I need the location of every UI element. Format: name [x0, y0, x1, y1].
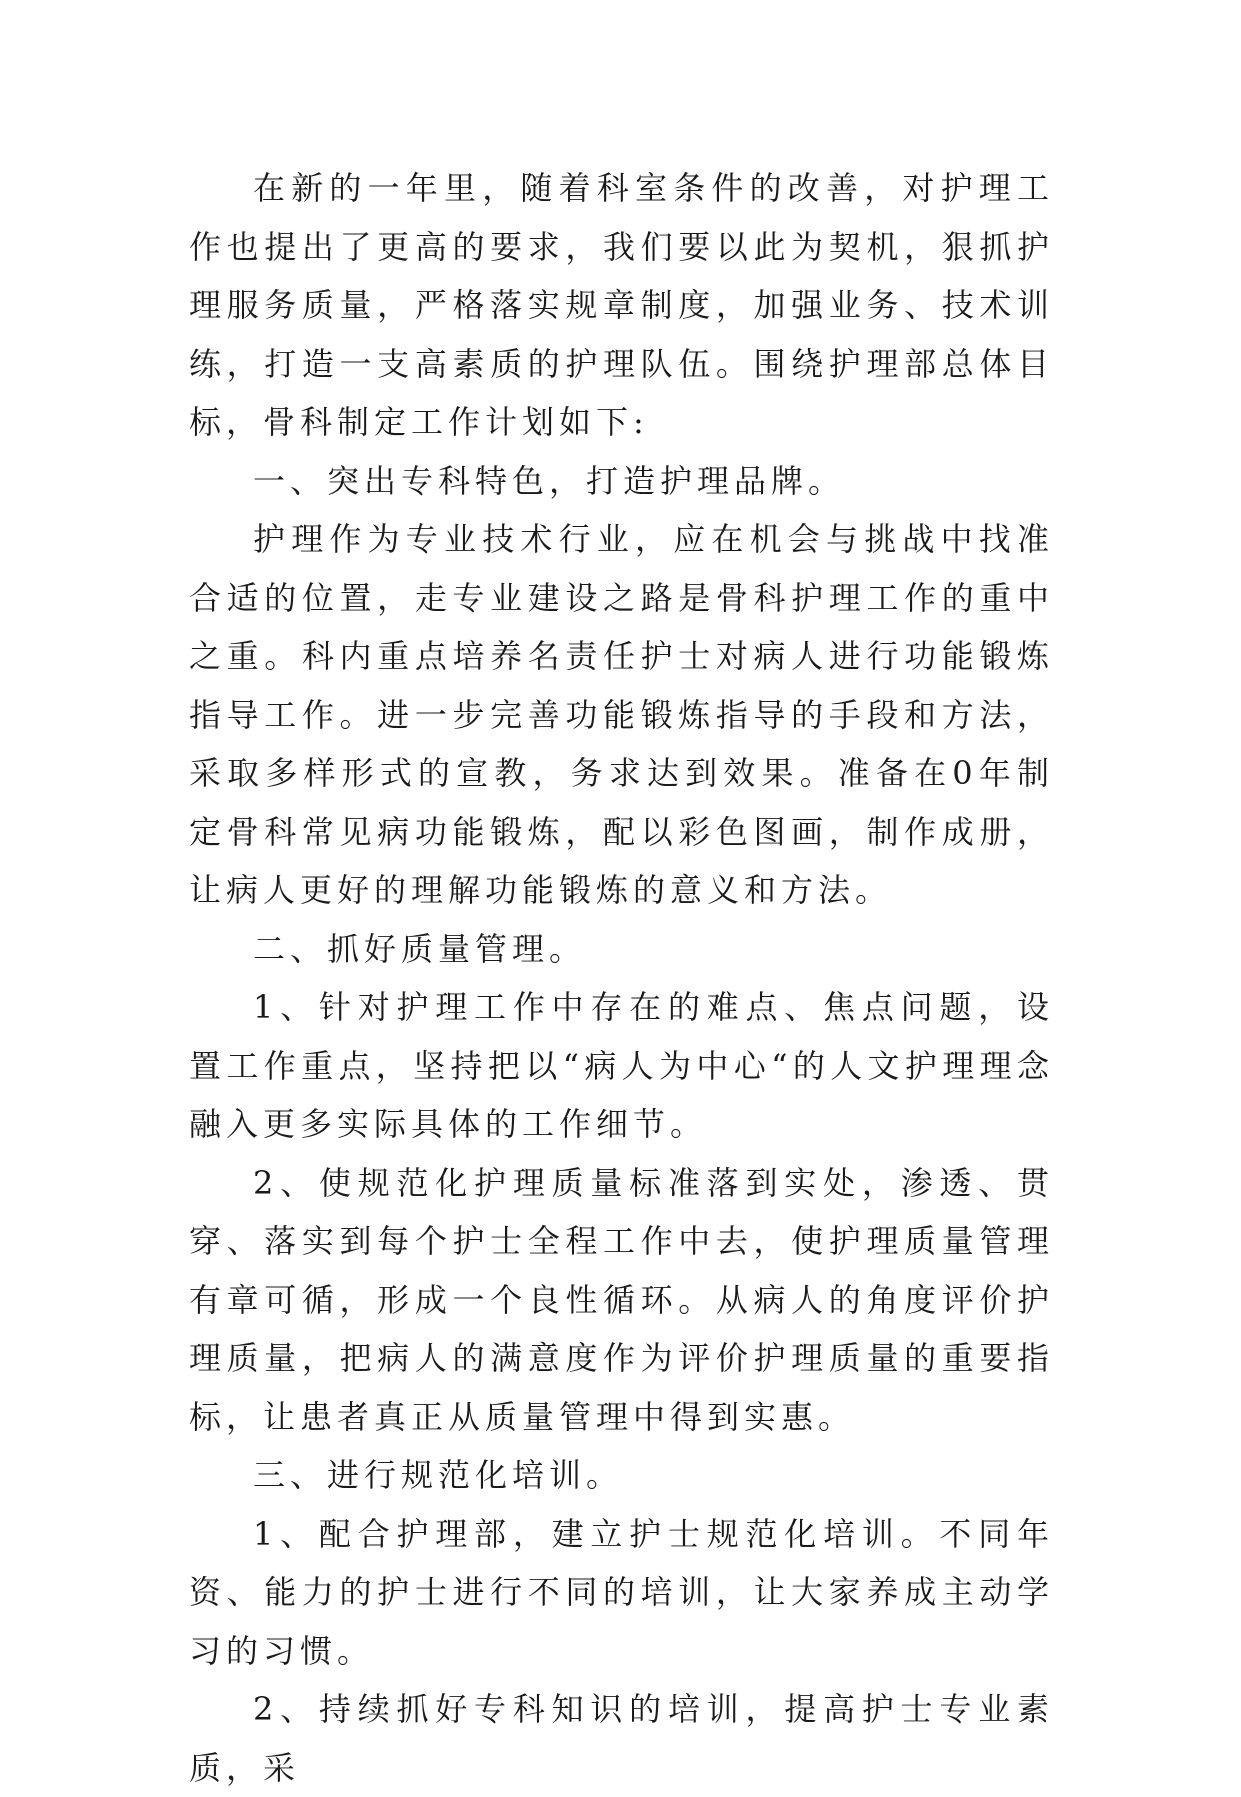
section-3-item-2: 2、持续抓好专科知识的培训，提高护士专业素质，采: [189, 1690, 1054, 1787]
section-2-item-2: 2、使规范化护理质量标准落到实处，渗透、贯穿、落实到每个护士全程工作中去，使护理质量管理有章可循，形成一个良性循环。从病人的角度评价护理质量，把病人的满意度作为评价护理质量的重要指标，让患者真正从质量管理中得到实惠。: [189, 1163, 1054, 1436]
section-heading-2: 二、抓好质量管理。: [253, 929, 587, 968]
document-body: [189, 159, 1054, 1797]
intro-paragraph: 在新的一年里，随着科室条件的改善，对护理工作也提出了更高的要求，我们要以此为契机，狠抓护理服务质量，严格落实规章制度，加强业务、技术训练，打造一支高素质的护理队伍。围绕护理部总体目标，骨科制定工作计划如下:: [189, 169, 1054, 441]
section-1-paragraph: 护理作为专业技术行业，应在机会与挑战中找准合适的位置，走专业建设之路是骨科护理工作的重中之重。科内重点培养名责任护士对病人进行功能锻炼指导工作。进一步完善功能锻炼指导的手段和方法，采取多样形式的宣教，务求达到效果。准备在0年制定骨科常见病功能锻炼，配以彩色图画，制作成册，让病人更好的理解功能锻炼的意义和方法。: [189, 520, 1054, 909]
section-heading-1: 一、突出专科特色，打造护理品牌。: [253, 461, 846, 500]
section-2-item-1: 1、针对护理工作中存在的难点、焦点问题，设置工作重点，坚持把以“病人为中心“的人文护理理念融入更多实际具体的工作细节。: [189, 988, 1054, 1143]
section-3-item-1: 1、配合护理部，建立护士规范化培训。不同年资、能力的护士进行不同的培训，让大家养成主动学习的习惯。: [189, 1514, 1054, 1670]
section-heading-3: 三、进行规范化培训。: [253, 1456, 624, 1494]
